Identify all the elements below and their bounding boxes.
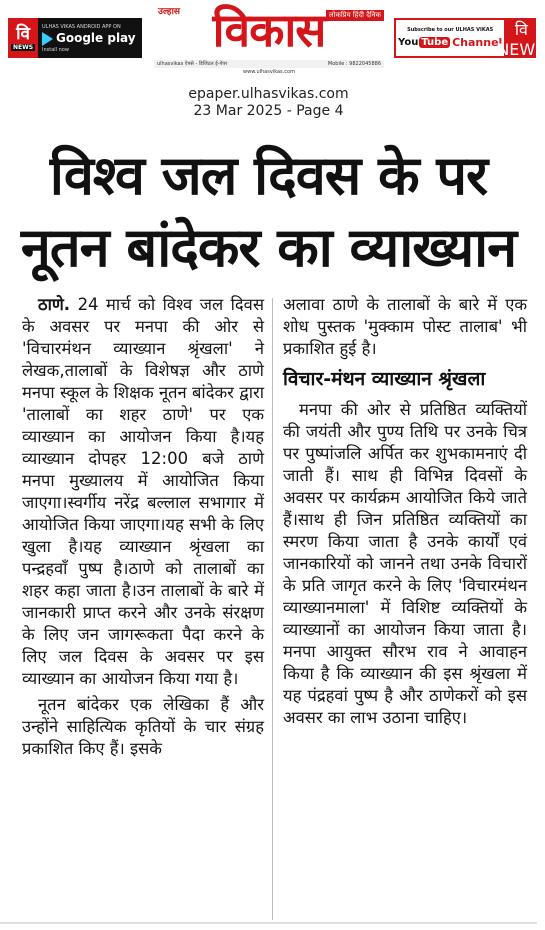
android-app-banner[interactable]: [8, 18, 142, 58]
source-info: [0, 86, 537, 120]
youtube-icon: Tube: [421, 37, 449, 48]
article-headline: [0, 140, 537, 284]
headline-line-1: विश्व जल दिवस के पर: [49, 144, 488, 207]
article-paragraph-3: अलावा ठाणे के तालाबों के बारे में एक शोध पुस्तक 'मुक्काम पोस्ट तालाब' भी प्रकाशित हुई है।: [283, 295, 527, 358]
news-logo-right: [497, 18, 545, 59]
news-logo-letter: वि: [16, 24, 30, 44]
app-top-text: ULHAS VIKAS ANDROID APP ON: [42, 23, 121, 30]
headline-line-2: नूतन बांदेकर का व्याख्यान: [20, 216, 517, 279]
mobile-number: Mobile : 9822045886: [327, 61, 381, 67]
dateline: ठाणे.: [38, 295, 71, 314]
paragraph-1-text: 24 मार्च को विश्व जल दिवस के अवसर पर मनपा की ओर से 'विचारमंथन व्याख्यान श्रृंखला' ने लेखक,तालाबों के विशेषज्ञ और ठाणे मनपा स्कूल के शिक्षक नूतन बांदेकर द्वारा 'तालाबों का शहर ठाणे' पर एक व्याख्यान का आयोजन किया है।यह व्याख्यान दोपहर 12:00 बजे ठाणे मनपा मुख्यालय में आयोजित किया जाएगा।स्वर्गीय नरेंद्र बल्लाल सभागार में आयोजित किया जाएगा।यह सभी के लिए खुला है।यह व्याख्यान श्रृंखला का पन्द्रहवाँ पुष्प है।ठाणे को तालाबों का शहर कहा जाता है।उन तालाबों के बारे में जानकारी प्राप्त करने और उनके संरक्षण के लिए जन जागरूकता पैदा करने के लिए जल दिवस के अवसर पर इस व्याख्यान का आयोजन किया गया है।: [22, 295, 264, 688]
article-paragraph-4: मनपा की ओर से प्रतिष्ठित व्यक्तियों की जयंती और पुण्य तिथि पर उनके चित्र पर पुष्पांजलि अर्पित कर शुभकामनाएं दी जाती हैं। साथ ही विभिन्न दिवसों के अवसर पर कार्यक्रम आयोजित किये जाते हैं।साथ ही जिन प्रतिष्ठित व्यक्तियों का स्मरण किया जाता है उनके कार्यों एवं जानकारियों को जानने तथा उनके विचारों के प्रति जागृत करने के लिए 'विचारमंथन व्याख्यानमाला' में विशिष्ट व्यक्तियों के व्याख्यानों का आयोजन किया जाता है।मनपा आयुक्त सौरभ राव ने आवाहन किया है कि व्याख्यान की इस श्रृंखला में यह पंद्रहवां पुष्प है और ठाणेकरों को इस अवसर का लाभ उठाना चाहिए।: [283, 400, 527, 727]
install-now-label: Install now: [42, 46, 69, 53]
epaper-label: ulhasvikas ऐपसे - डिजिटल ई-पेपर: [157, 61, 228, 67]
news-logo-letter: वि: [514, 19, 528, 39]
article-subheading: विचार-मंथन व्याख्यान श्रृंखला: [283, 368, 486, 390]
paper-tagline: लोकप्रिय हिंदी दैनिक: [326, 10, 384, 21]
masthead: [0, 0, 545, 78]
page-bottom-rule: [0, 922, 537, 924]
masthead-info-bar: [154, 60, 384, 68]
source-site[interactable]: epaper.ulhasvikas.com: [188, 86, 349, 102]
masthead-website: www.ulhasvikas.com: [243, 69, 295, 75]
google-play-label: Google play: [56, 31, 136, 45]
youtube-badge[interactable]: [394, 18, 506, 58]
column-divider: [272, 298, 273, 920]
article-column-right: [283, 294, 527, 733]
play-store-icon: [42, 32, 53, 46]
news-logo-label: NEWS: [12, 44, 34, 51]
article-column-left: [22, 294, 264, 764]
google-play-badge[interactable]: [38, 18, 142, 58]
article-paragraph-2: नूतन बांदेकर एक लेखिका हैं और उन्होंने साहित्यिक कृतियों के चार संग्रह प्रकाशित किए हैं। इसके: [22, 695, 264, 758]
paper-name-small: उल्हास: [158, 7, 181, 17]
source-date-page: 23 Mar 2025 - Page 4: [193, 103, 344, 119]
article-paragraph-1: [22, 294, 264, 690]
youtube-channel-label: Channel: [452, 36, 503, 49]
news-logo-left: [8, 18, 38, 58]
subscribe-text: Subscribe to our ULHAS VIKAS: [407, 27, 494, 33]
youtube-channel-banner[interactable]: [394, 18, 545, 59]
youtube-you: You: [398, 37, 419, 48]
paper-name: विकास: [212, 3, 326, 57]
news-logo-label: NEWS: [497, 39, 545, 59]
newspaper-logo: [154, 0, 384, 76]
